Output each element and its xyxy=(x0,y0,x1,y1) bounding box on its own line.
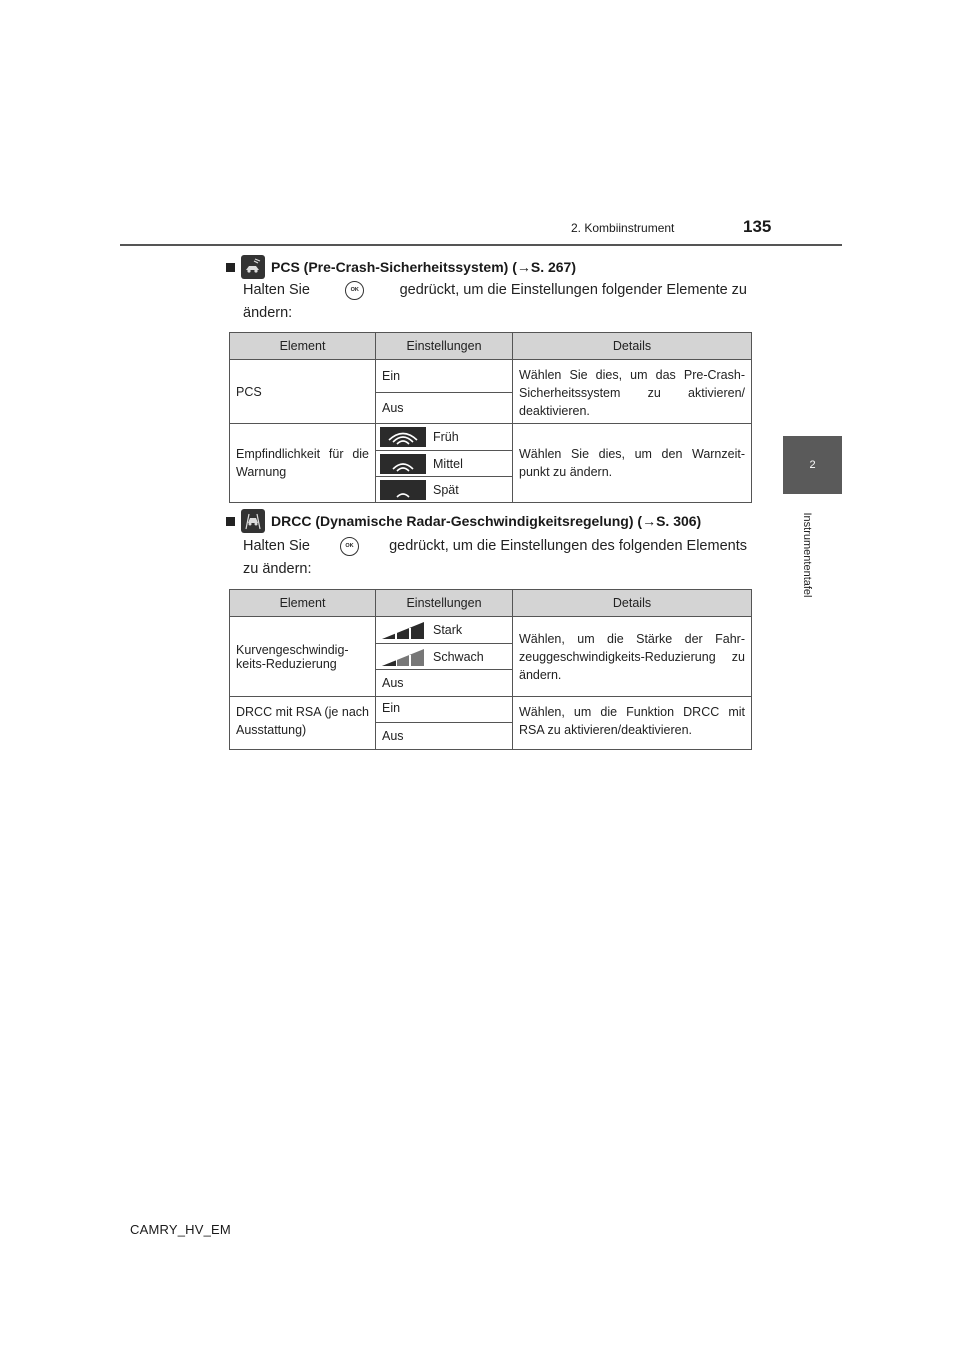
table-cell-element: PCS xyxy=(230,360,376,424)
footer-model-code: CAMRY_HV_EM xyxy=(130,1222,231,1237)
table-cell-details: Wählen, um die Funktion DRCC mit RSA zu aktivieren/deaktivieren. xyxy=(513,697,752,750)
pcs-settings-table: Element Einstellungen Details PCS Ein Wählen Sie dies, um das Pre-Crash-Sicherheitssystem zu aktivieren/ deaktivieren. Aus Empfindlichkeit für die Warnung Früh Wählen Sie dies, um den Warnzeit-punkt zu ändern. Mittel Spät xyxy=(229,332,752,503)
drcc-settings-table: Element Einstellungen Details Kurvengeschwindig-keits-Reduzierung Stark Wählen, um die Stärke der Fahr-zeuggeschwindigkeits-Reduzierung zu ändern. Schwach Aus DRCC mit RSA (je nach Ausstattung) Ein Wählen, um die Funktion DRCC mit RSA zu aktivieren/deaktivieren. Aus xyxy=(229,589,752,750)
table-cell-setting: Aus xyxy=(376,393,513,424)
reduction-weak-icon xyxy=(380,647,426,667)
table-header-settings: Einstellungen xyxy=(376,333,513,360)
drcc-icon xyxy=(241,509,265,533)
table-cell-element: Kurvengeschwindig-keits-Reduzierung xyxy=(230,617,376,697)
page-number: 135 xyxy=(743,217,772,236)
sensitivity-late-icon xyxy=(380,480,426,500)
table-header-details: Details xyxy=(513,590,752,617)
bullet-square-icon xyxy=(226,517,235,526)
table-cell-setting: Ein xyxy=(376,360,513,393)
table-header-element: Element xyxy=(230,590,376,617)
chapter-label: Instrumententafel xyxy=(801,512,813,598)
table-cell-element: DRCC mit RSA (je nach Ausstattung) xyxy=(230,697,376,750)
section-pcs-heading xyxy=(226,255,576,279)
table-header-element: Element xyxy=(230,333,376,360)
section-pcs-text: Halten Sie OK gedrückt, um die Einstellungen folgender Elemente zu ändern: xyxy=(243,282,747,321)
pcs-icon xyxy=(241,255,265,279)
header-section-title: 2. Kombiinstrument xyxy=(571,221,675,235)
sensitivity-early-icon xyxy=(380,427,426,447)
table-cell-details: Wählen, um die Stärke der Fahr-zeuggeschwindigkeits-Reduzierung zu ändern. xyxy=(513,617,752,697)
chapter-tab xyxy=(783,436,842,494)
chapter-number: 2 xyxy=(809,459,816,471)
header-rule xyxy=(120,244,842,246)
bullet-square-icon xyxy=(226,263,235,272)
section-drcc-text: Halten Sie OK gedrückt, um die Einstellungen des folgenden Elements zu ändern: xyxy=(243,538,747,577)
reduction-strong-icon xyxy=(380,620,426,640)
table-cell-details: Wählen Sie dies, um das Pre-Crash-Sicherheitssystem zu aktivieren/ deaktivieren. xyxy=(513,360,752,424)
table-header-details: Details xyxy=(513,333,752,360)
section-drcc-title: DRCC (Dynamische Radar-Geschwindigkeitsregelung) (→S. 306) xyxy=(271,513,702,529)
section-drcc-heading xyxy=(226,509,701,533)
ok-button-icon: OK xyxy=(345,281,364,300)
table-header-settings: Einstellungen xyxy=(376,590,513,617)
ok-button-icon: OK xyxy=(340,537,359,556)
table-cell-setting: Ein xyxy=(376,697,513,723)
table-cell-setting: Aus xyxy=(376,723,513,750)
sensitivity-middle-icon xyxy=(380,454,426,474)
table-cell-details: Wählen Sie dies, um den Warnzeit-punkt zu ändern. xyxy=(513,424,752,503)
table-cell-element: Empfindlichkeit für die Warnung xyxy=(230,424,376,503)
section-pcs-title: PCS (Pre-Crash-Sicherheitssystem) (→S. 267) xyxy=(271,259,576,275)
table-cell-setting: Aus xyxy=(376,670,513,697)
